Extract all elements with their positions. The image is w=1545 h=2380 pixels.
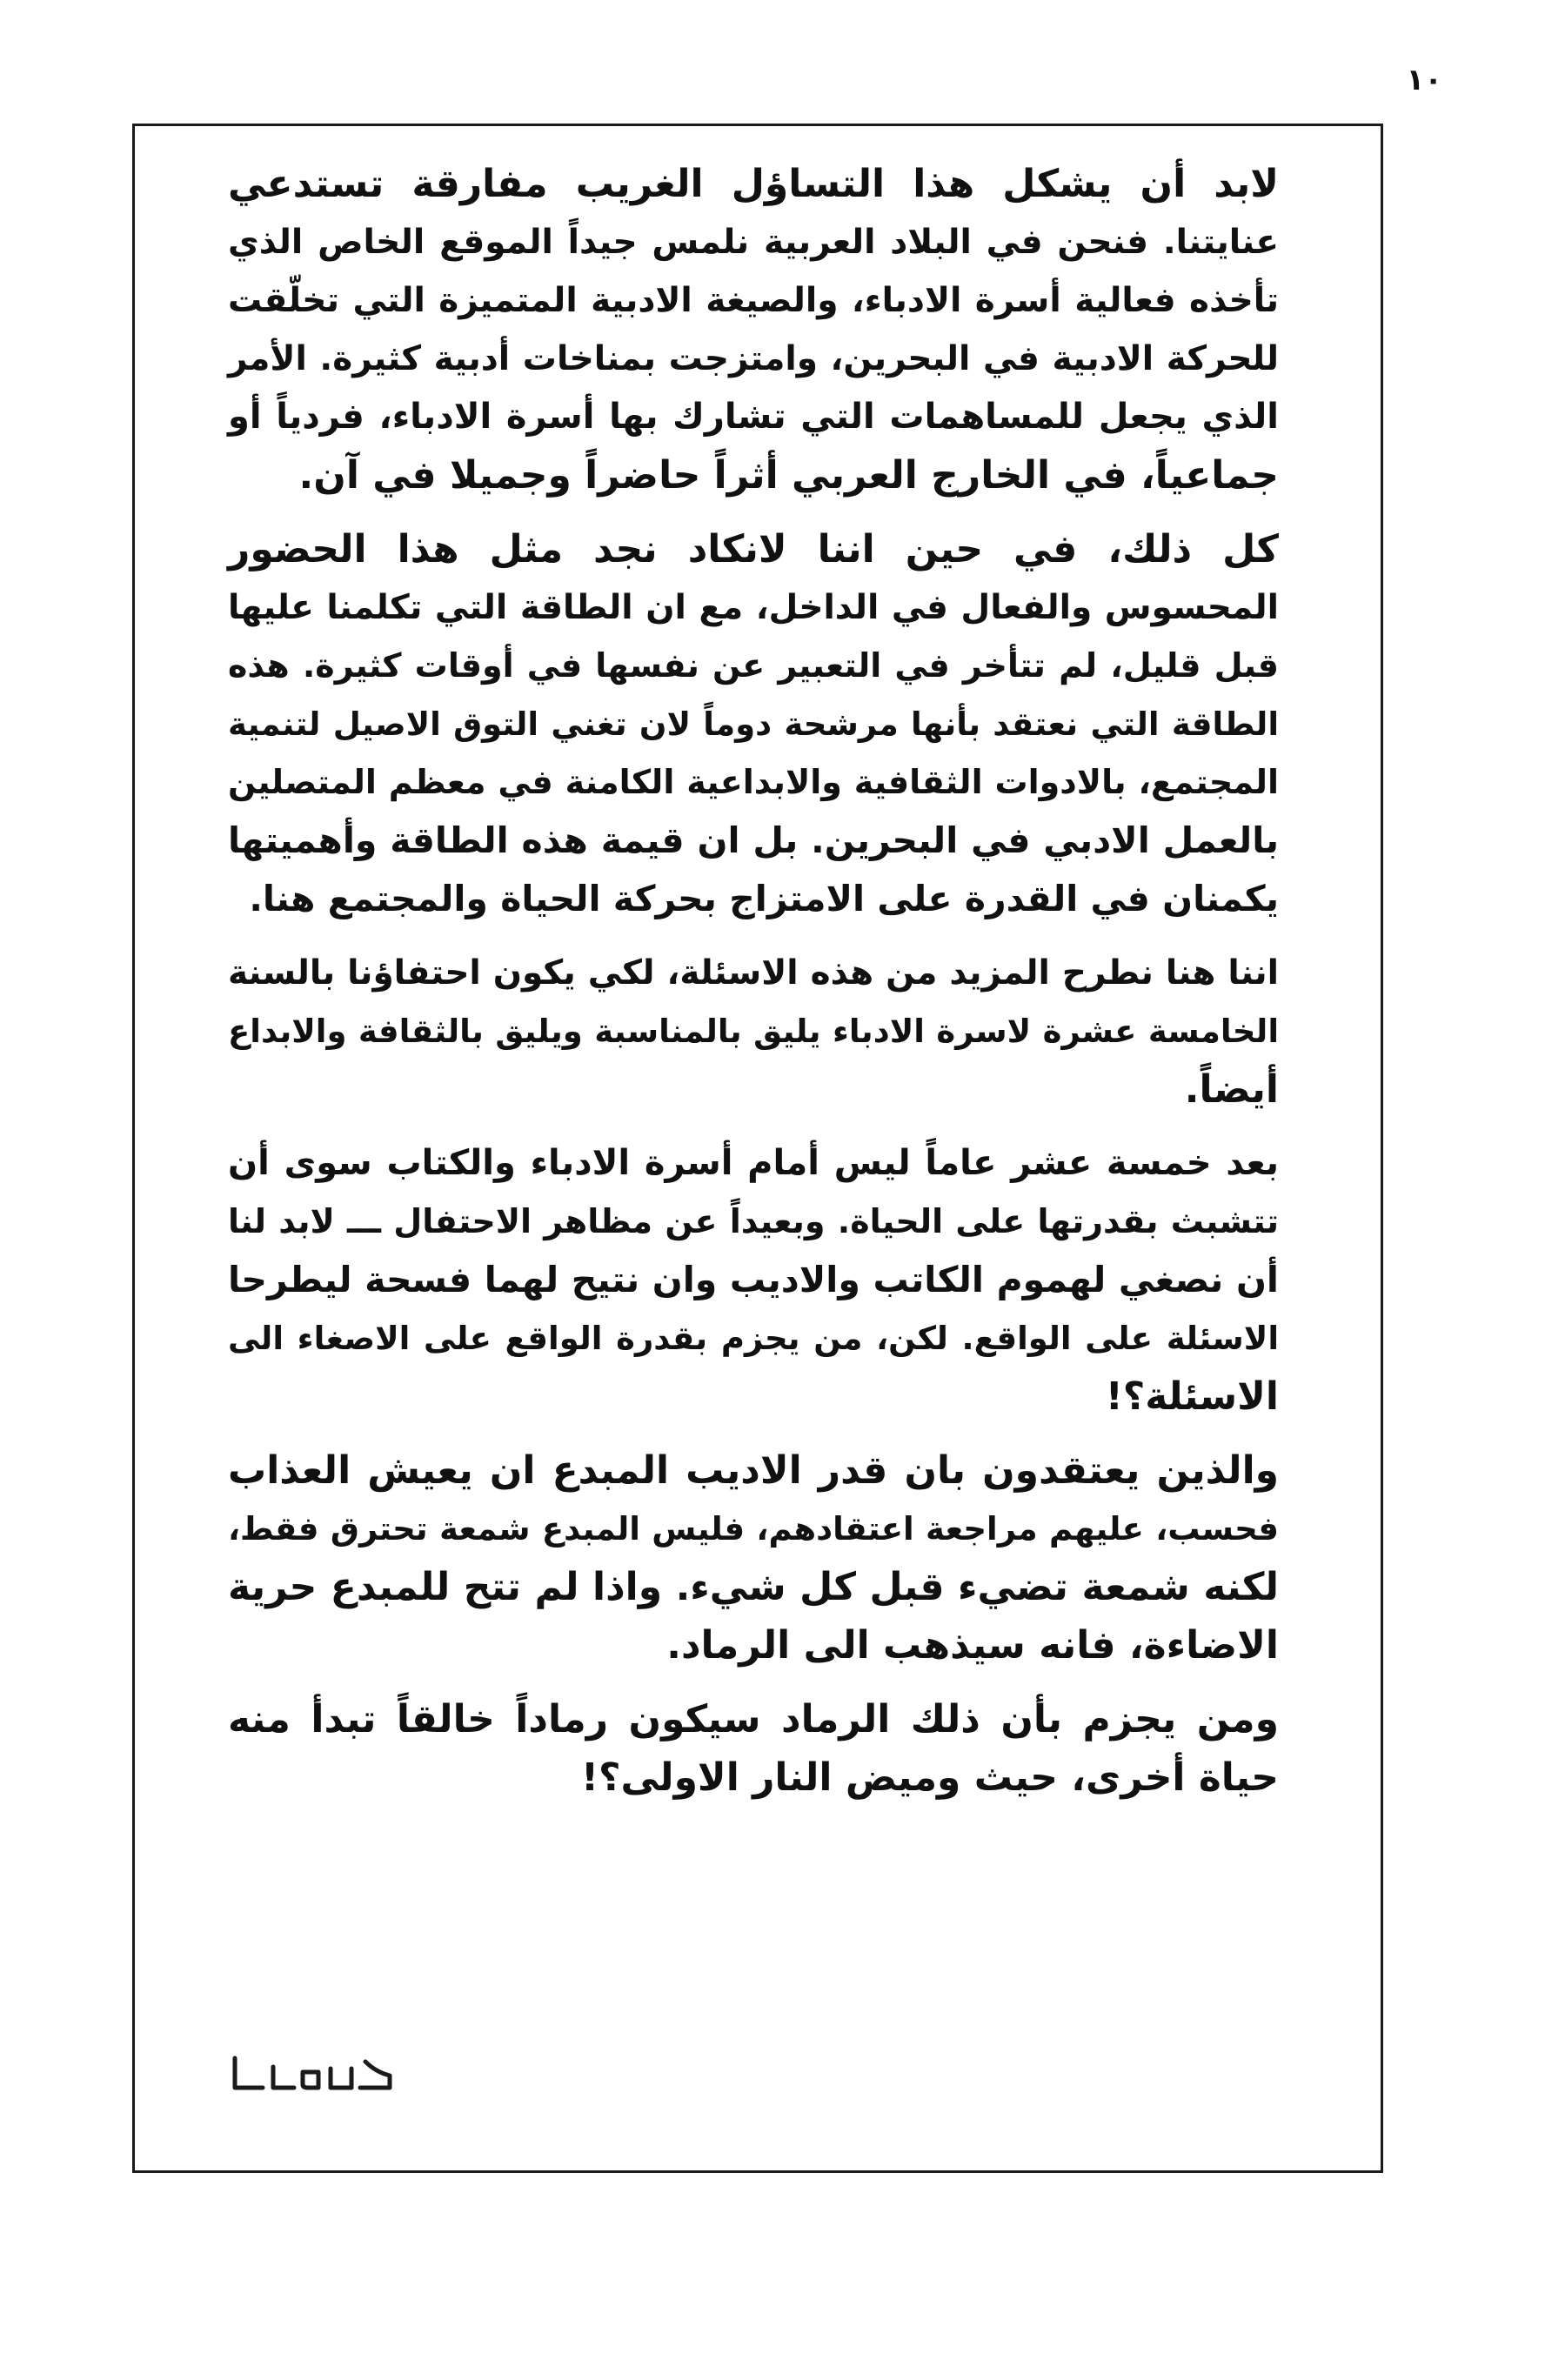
- text-line: بالعمل الادبي في البحرين. بل ان قيمة هذه الطاقة وأهميتها: [228, 819, 1279, 861]
- text-line: قبل قليل، لم تتأخر في التعبير عن نفسها في أوقات كثيرة. هذه: [228, 646, 1279, 685]
- paragraph-4: [228, 1134, 1279, 1426]
- paragraph-5: [228, 1441, 1279, 1675]
- text-line: المجتمع، بالادوات الثقافية والابداعية الكامنة في معظم المتصلين: [228, 763, 1279, 801]
- text-line: عنايتنا. فنحن في البلاد العربية نلمس جيداً الموقع الخاص الذي: [228, 223, 1279, 262]
- text-line: الخامسة عشرة لاسرة الادباء يليق بالمناسبة ويليق بالثقافة والابداع: [228, 1013, 1279, 1050]
- text-line: تتشبث بقدرتها على الحياة. وبعيداً عن مظاهر الاحتفال ـــ لابد لنا: [228, 1202, 1279, 1240]
- text-line: بعد خمسة عشر عاماً ليس أمام أسرة الادباء والكتاب سوى أن: [228, 1143, 1279, 1183]
- text-line: حياة أخرى، حيث وميض النار الاولى؟!: [580, 1755, 1279, 1800]
- signature-calligraphy-icon: [228, 2046, 402, 2098]
- paragraph-1: [228, 155, 1279, 505]
- text-line: جماعياً، في الخارج العربي أثراً حاضراً وجميلا في آن.: [298, 453, 1279, 498]
- text-line: والذين يعتقدون بان قدر الاديب المبدع ان يعيش العذاب: [228, 1448, 1279, 1493]
- paragraph-2: [228, 520, 1279, 928]
- text-line: لابد أن يشكل هذا التساؤل الغريب مفارقة تستدعي: [228, 162, 1279, 206]
- text-line: اننا هنا نطرح المزيد من هذه الاسئلة، لكي يكون احتفاؤنا بالسنة: [228, 953, 1279, 993]
- text-line: للحركة الادبية في البحرين، وامتزجت بمناخات أدبية كثيرة. الأمر: [228, 339, 1279, 378]
- text-line: لكنه شمعة تضيء قبل كل شيء. واذا لم تتح للمبدع حرية: [228, 1565, 1279, 1609]
- text-line: المحسوس والفعال في الداخل، مع ان الطاقة التي تكلمنا عليها: [228, 588, 1279, 627]
- page-number: ١٠: [1406, 63, 1442, 97]
- text-line: أن نصغي لهموم الكاتب والاديب وان نتيح لهما فسحة ليطرحا: [228, 1259, 1279, 1300]
- text-line: الاسئلة؟!: [1105, 1374, 1279, 1419]
- text-line: ومن يجزم بأن ذلك الرماد سيكون رماداً خالقاً تبدأ منه: [228, 1697, 1279, 1742]
- text-line: فحسب، عليهم مراجعة اعتقادهم، فليس المبدع شمعة تحترق فقط،: [228, 1510, 1279, 1548]
- text-line: الاضاءة، فانه سيذهب الى الرماد.: [666, 1623, 1279, 1668]
- text-line: الذي يجعل للمساهمات التي تشارك بها أسرة الادباء، فردياً أو: [228, 397, 1279, 437]
- signature-logo: [228, 2046, 402, 2098]
- text-line: الطاقة التي نعتقد بأنها مرشحة دوماً لان تغني التوق الاصيل لتنمية: [228, 705, 1279, 743]
- paragraph-6: [228, 1690, 1279, 1807]
- text-line: أيضاً.: [1184, 1067, 1279, 1112]
- text-line: كل ذلك، في حين اننا لانكاد نجد مثل هذا الحضور: [228, 527, 1279, 572]
- text-line: يكمنان في القدرة على الامتزاج بحركة الحياة والمجتمع هنا.: [249, 878, 1279, 919]
- text-line: تأخذه فعالية أسرة الادباء، والصيغة الادبية المتميزة التي تخلّقت: [228, 281, 1279, 320]
- article-body: [228, 155, 1279, 1822]
- text-line: الاسئلة على الواقع. لكن، من يجزم بقدرة الواقع على الاصغاء الى: [228, 1320, 1279, 1357]
- paragraph-3: [228, 944, 1279, 1119]
